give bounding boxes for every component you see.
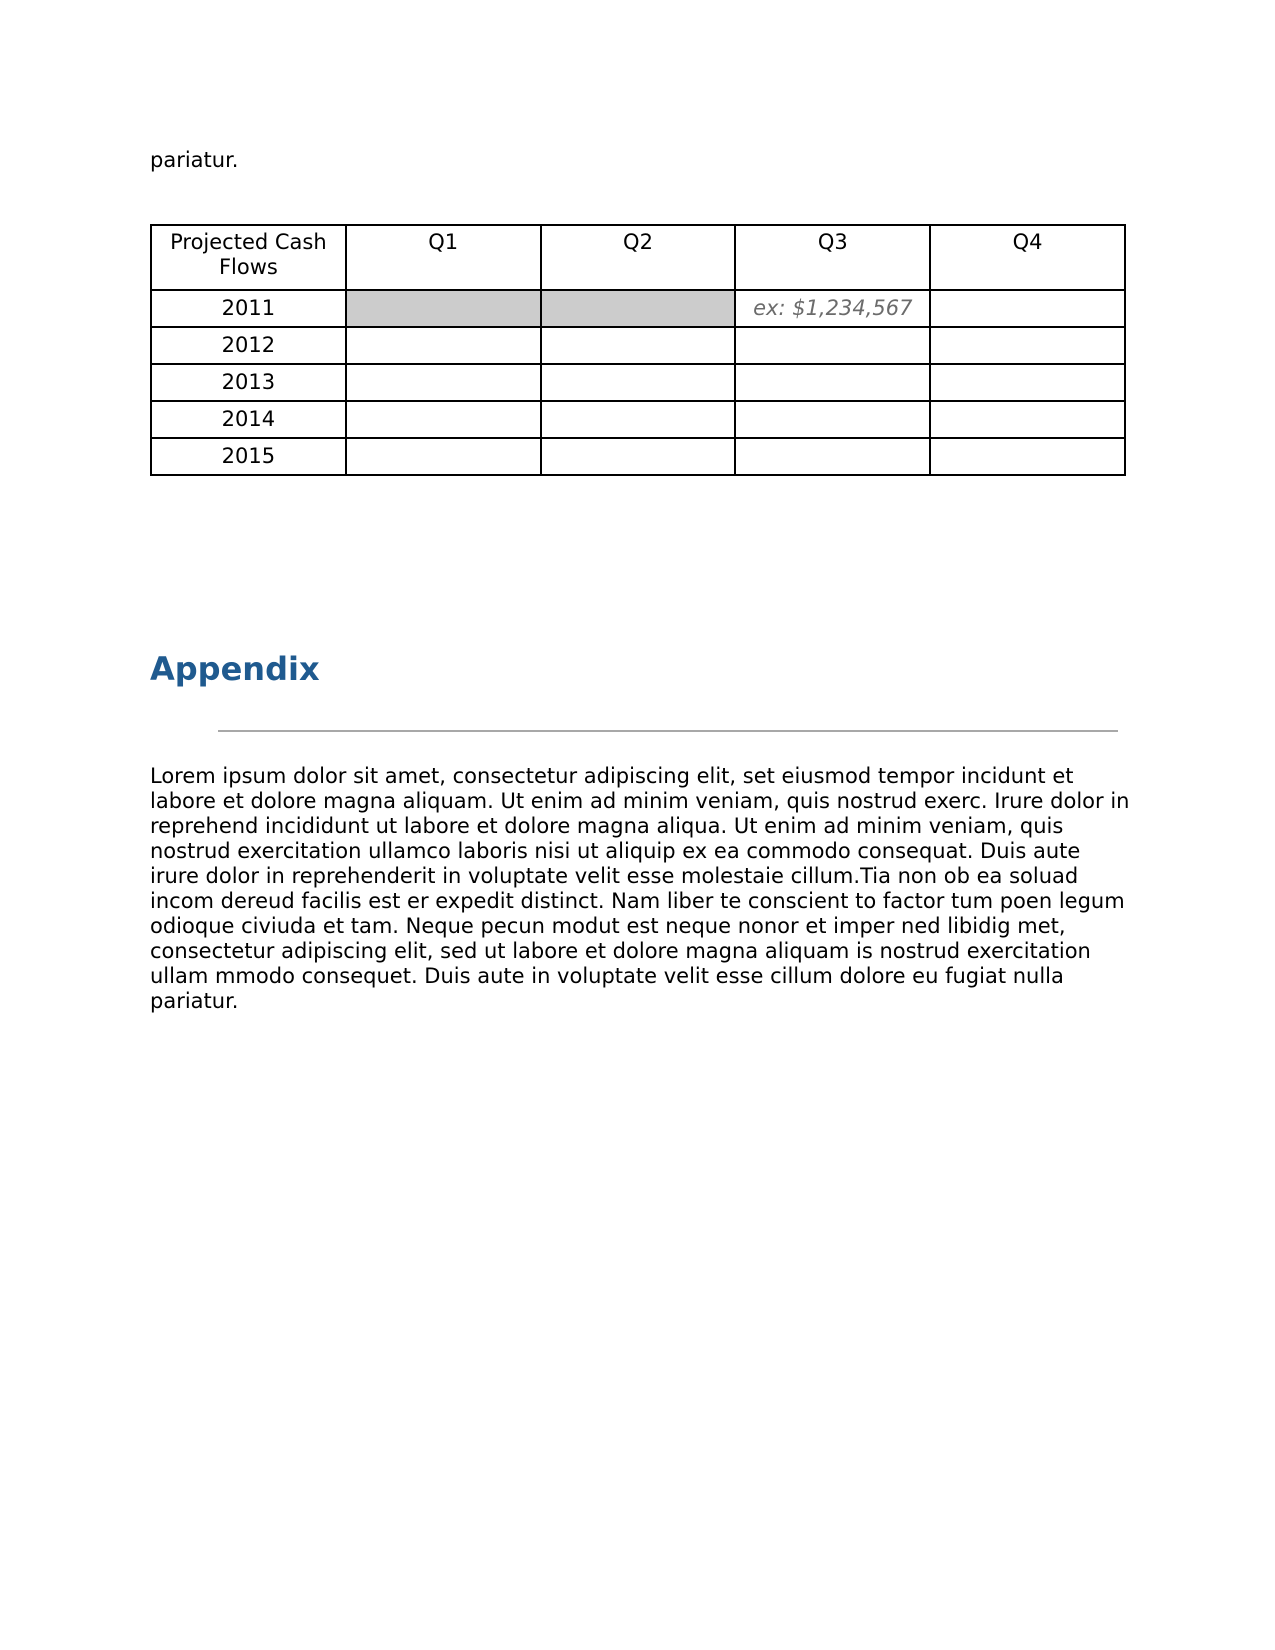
table-row-2011 [151, 290, 1125, 327]
q3-cell[interactable] [735, 327, 930, 364]
q2-cell[interactable] [541, 364, 736, 401]
q2-cell[interactable] [541, 401, 736, 438]
heading-divider [218, 730, 1118, 732]
q2-cell[interactable] [541, 327, 736, 364]
q3-cell-example-value[interactable]: ex: $1,234,567 [735, 290, 930, 327]
appendix-body-paragraph: Lorem ipsum dolor sit amet, consectetur adipiscing elit, set eiusmod tempor incidunt et labore et dolore magna aliquam. Ut enim ad minim veniam, quis nostrud exerc. Irure dolor in reprehend incididunt ut labore et dolore magna aliqua. Ut enim ad minim veniam, quis nostrud exercitation ullamco laboris nisi ut aliquip ex ea commodo consequat. Duis aute irure dolor in reprehenderit in voluptate velit esse molestaie cillum.Tia non ob ea soluad incom dereud facilis est er expedit distinct. Nam liber te conscient to factor tum poen legum odioque civiuda et tam. Neque pecun modut est neque nonor et imper ned libidig met, consectetur adipiscing elit, sed ut labore et dolore magna aliquam is nostrud exercitation ullam mmodo consequet. Duis aute in voluptate velit esse cillum dolore eu fugiat nulla pariatur. [150, 764, 1130, 1013]
column-header-q4: Q4 [930, 225, 1125, 290]
column-header-q2: Q2 [541, 225, 736, 290]
q4-cell[interactable] [930, 290, 1125, 327]
q1-cell[interactable] [346, 327, 541, 364]
q1-cell[interactable] [346, 364, 541, 401]
q1-cell[interactable] [346, 438, 541, 475]
year-cell: 2014 [151, 401, 346, 438]
q1-cell-shaded[interactable] [346, 290, 541, 327]
year-cell: 2013 [151, 364, 346, 401]
carryover-paragraph: pariatur. [150, 148, 239, 172]
q2-cell[interactable] [541, 438, 736, 475]
table-row-2015 [151, 438, 1125, 475]
q1-cell[interactable] [346, 401, 541, 438]
table-header-row [151, 225, 1125, 290]
year-cell: 2015 [151, 438, 346, 475]
q2-cell-shaded[interactable] [541, 290, 736, 327]
year-cell: 2012 [151, 327, 346, 364]
projected-cash-flows-table [150, 224, 1126, 476]
table-row-2014 [151, 401, 1125, 438]
column-header-q1: Q1 [346, 225, 541, 290]
q4-cell[interactable] [930, 401, 1125, 438]
q4-cell[interactable] [930, 364, 1125, 401]
column-header-q3: Q3 [735, 225, 930, 290]
q4-cell[interactable] [930, 327, 1125, 364]
q3-cell[interactable] [735, 364, 930, 401]
q3-cell[interactable] [735, 401, 930, 438]
q3-cell[interactable] [735, 438, 930, 475]
q4-cell[interactable] [930, 438, 1125, 475]
column-header-projected-cash-flows: Projected Cash Flows [151, 225, 346, 290]
year-cell: 2011 [151, 290, 346, 327]
table-row-2013 [151, 364, 1125, 401]
appendix-heading: Appendix [150, 650, 320, 688]
table-row-2012 [151, 327, 1125, 364]
